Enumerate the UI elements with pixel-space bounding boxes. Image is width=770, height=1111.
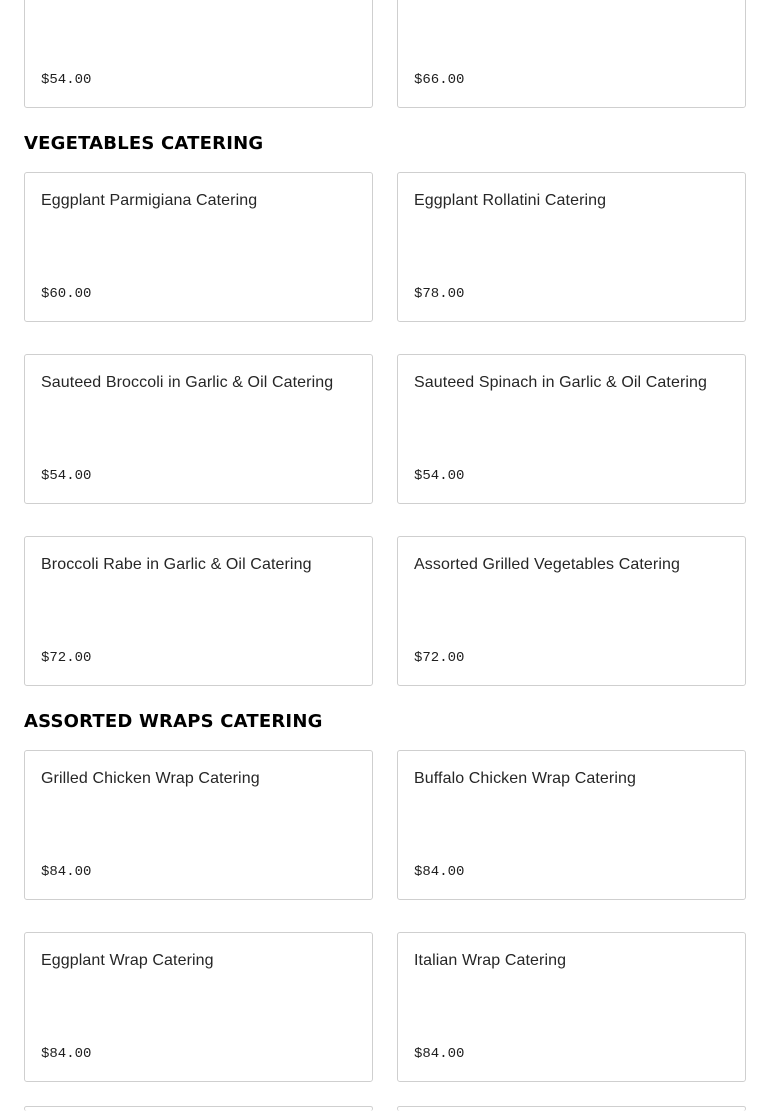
item-name: Italian Wrap Catering <box>414 952 567 969</box>
item-price: $84.00 <box>41 1046 92 1062</box>
item-name: Grilled Chicken Wrap Catering <box>41 770 260 787</box>
item-price: $66.00 <box>414 72 465 88</box>
item-price: $84.00 <box>41 864 92 880</box>
menu-item-italian-wrap[interactable] <box>397 932 746 1082</box>
item-price: $60.00 <box>41 286 92 302</box>
menu-item-card[interactable] <box>397 1106 746 1111</box>
menu-item-broccoli-rabe[interactable] <box>24 536 373 686</box>
item-price: $84.00 <box>414 1046 465 1062</box>
item-price: $54.00 <box>414 468 465 484</box>
item-name: Eggplant Rollatini Catering <box>414 192 607 209</box>
item-price: $78.00 <box>414 286 465 302</box>
item-price: $54.00 <box>41 468 92 484</box>
menu-item-eggplant-parmigiana[interactable] <box>24 172 373 322</box>
item-name: Sauteed Spinach in Garlic & Oil Catering <box>414 374 708 391</box>
menu-item-eggplant-wrap[interactable] <box>24 932 373 1082</box>
menu-item-sauteed-broccoli[interactable] <box>24 354 373 504</box>
item-name: Broccoli Rabe in Garlic & Oil Catering <box>41 556 312 573</box>
item-price: $54.00 <box>41 72 92 88</box>
menu-item-assorted-grilled-vegetables[interactable] <box>397 536 746 686</box>
item-price: $72.00 <box>41 650 92 666</box>
menu-item-card[interactable] <box>24 1106 373 1111</box>
menu-item-eggplant-rollatini[interactable] <box>397 172 746 322</box>
menu-item-grilled-chicken-wrap[interactable] <box>24 750 373 900</box>
item-price: $84.00 <box>414 864 465 880</box>
item-name: Eggplant Parmigiana Catering <box>41 192 258 209</box>
menu-item-card[interactable] <box>24 0 373 108</box>
item-name: Sauteed Broccoli in Garlic & Oil Catering <box>41 374 334 391</box>
section-title-assorted-wraps-catering: ASSORTED WRAPS CATERING <box>24 711 323 732</box>
section-title-vegetables-catering: VEGETABLES CATERING <box>24 133 264 154</box>
item-price: $72.00 <box>414 650 465 666</box>
menu-item-sauteed-spinach[interactable] <box>397 354 746 504</box>
menu-item-buffalo-chicken-wrap[interactable] <box>397 750 746 900</box>
item-name: Buffalo Chicken Wrap Catering <box>414 770 636 787</box>
item-name: Assorted Grilled Vegetables Catering <box>414 556 680 573</box>
item-name: Eggplant Wrap Catering <box>41 952 214 969</box>
menu-item-card[interactable] <box>397 0 746 108</box>
